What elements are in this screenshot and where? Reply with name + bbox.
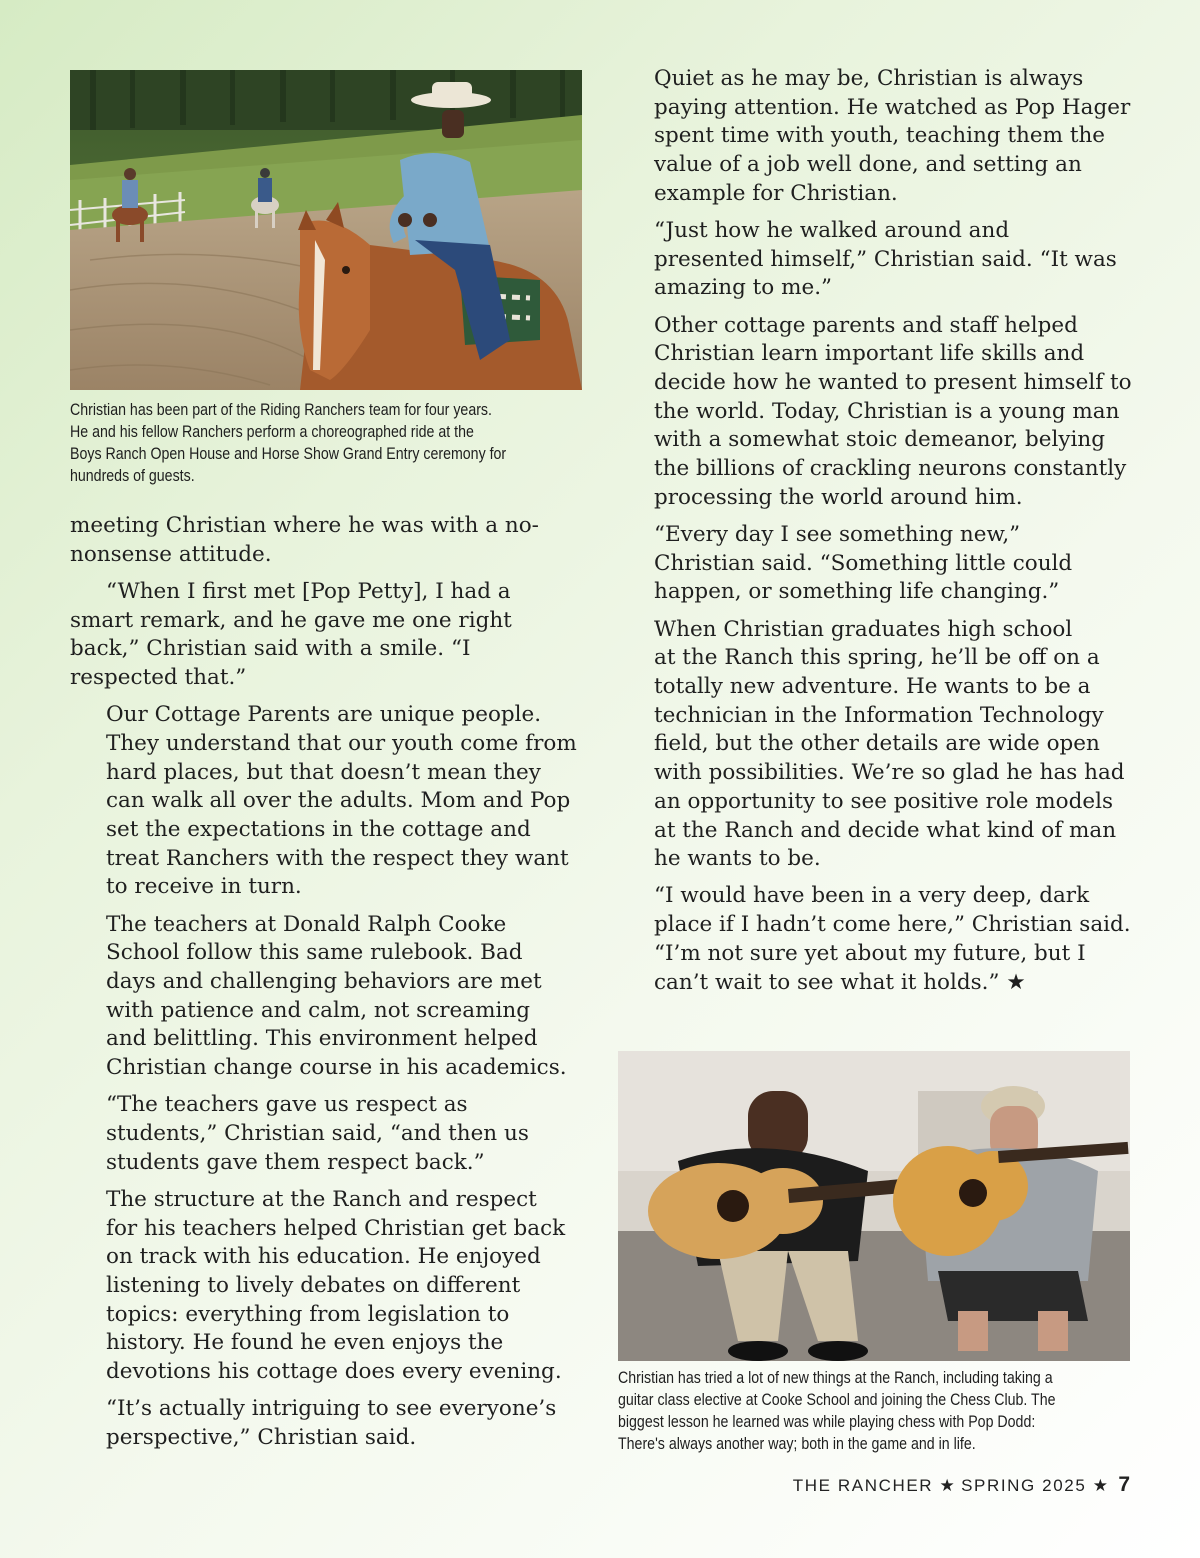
text-line: “When I first met [Pop Petty], I had a — [106, 578, 511, 604]
paragraph — [618, 521, 1138, 607]
caption-line: He and his fellow Ranchers perform a choreographed ride at the — [70, 423, 474, 441]
caption-line: hundreds of guests. — [70, 467, 195, 485]
text-line: The structure at the Ranch and respect — [106, 1186, 537, 1212]
text-line: They understand that our youth come from — [106, 730, 577, 756]
text-line: perspective,” Christian said. — [106, 1425, 417, 1451]
text-line: to receive in turn. — [106, 874, 302, 900]
paragraph — [618, 312, 1138, 513]
text-line: The teachers at Donald Ralph Cooke — [106, 911, 507, 937]
caption-line: Christian has been part of the Riding Ranchers team for four years. — [70, 401, 492, 419]
text-line: back,” Christian said with a smile. “I — [70, 636, 471, 662]
text-line: When Christian graduates high school — [654, 616, 1073, 642]
paragraph — [70, 911, 590, 1083]
text-line: at the Ranch this spring, he’ll be off on a — [654, 645, 1100, 671]
text-line: “I’m not sure yet about my future, but I — [654, 940, 1086, 966]
paragraph — [70, 578, 590, 693]
text-line: School follow this same rulebook. Bad — [106, 940, 523, 966]
text-line: Christian said. “Something little could — [654, 550, 1073, 576]
text-line: paying attention. He watched as Pop Hager — [654, 94, 1131, 120]
article-right-column — [618, 65, 1138, 1006]
text-line: and belittling. This environment helped — [106, 1026, 538, 1052]
text-line: set the expectations in the cottage and — [106, 817, 531, 843]
text-line: hard places, but that doesn’t mean they — [106, 759, 541, 785]
text-line: “Every day I see something new,” — [654, 522, 1021, 548]
text-line: example for Christian. — [654, 180, 898, 206]
text-line: the billions of crackling neurons constantly — [654, 456, 1127, 482]
star-icon: ★ — [1092, 1476, 1108, 1495]
text-line: presented himself,” Christian said. “It was — [654, 246, 1117, 272]
paragraph — [70, 1395, 590, 1452]
text-line: students gave them respect back.” — [106, 1149, 485, 1175]
text-line: treat Ranchers with the respect they want — [106, 845, 569, 871]
text-line: Christian learn important life skills and — [654, 341, 1085, 367]
issue-label: SPRING 2025 — [961, 1476, 1087, 1495]
text-line: processing the world around him. — [654, 484, 1023, 510]
text-line: students,” Christian said, “and then us — [106, 1121, 529, 1147]
text-line: meeting Christian where he was with a no- — [70, 513, 539, 538]
text-line: nonsense attitude. — [70, 541, 272, 567]
text-line: listening to lively debates on different — [106, 1273, 521, 1299]
text-line: with possibilities. We’re so glad he has had — [654, 760, 1125, 786]
text-line: value of a job well done, and setting an — [654, 152, 1082, 178]
text-line: “It’s actually intriguing to see everyone’s — [106, 1396, 557, 1422]
text-line: happen, or something life changing.” — [654, 579, 1060, 605]
text-line: “I would have been in a very deep, dark — [654, 883, 1090, 909]
paragraph — [618, 882, 1138, 997]
text-line: can’t wait to see what it holds.” ★ — [654, 969, 1026, 995]
text-line: technician in the Information Technology — [654, 702, 1104, 728]
text-line: respected that.” — [70, 665, 247, 691]
text-line: amazing to me.” — [654, 275, 833, 301]
text-line: an opportunity to see positive role models — [654, 788, 1113, 814]
star-icon: ★ — [939, 1476, 955, 1495]
page-footer — [793, 1473, 1130, 1497]
text-line: Quiet as he may be, Christian is always — [654, 66, 1084, 91]
paragraph — [618, 217, 1138, 303]
text-line: smart remark, and he gave me one right — [70, 607, 512, 633]
text-line: totally new adventure. He wants to be a — [654, 674, 1091, 700]
text-line: can walk all over the adults. Mom and Pop — [106, 788, 571, 814]
caption-line: biggest lesson he learned was while playing chess with Pop Dodd: — [618, 1413, 1036, 1431]
text-line: field, but the other details are wide open — [654, 731, 1100, 757]
text-line: for his teachers helped Christian get back — [106, 1215, 566, 1241]
text-line: “Just how he walked around and — [654, 218, 1010, 244]
text-line: days and challenging behaviors are met — [106, 969, 542, 995]
text-line: he wants to be. — [654, 846, 821, 872]
photo-riding-ranchers — [70, 70, 582, 390]
text-line: topics: everything from legislation to — [106, 1301, 510, 1327]
photo-guitar-class — [618, 1051, 1130, 1361]
text-line: at the Ranch and decide what kind of man — [654, 817, 1117, 843]
text-line: Christian change course in his academics. — [106, 1055, 567, 1081]
paragraph — [70, 512, 590, 569]
text-line: the world. Today, Christian is a young man — [654, 398, 1120, 424]
paragraph — [618, 65, 1138, 209]
caption-line: Christian has tried a lot of new things at the Ranch, including taking a — [618, 1369, 1053, 1387]
text-line: Other cottage parents and staff helped — [654, 312, 1078, 338]
page-number: 7 — [1118, 1473, 1130, 1496]
text-line: on track with his education. He enjoyed — [106, 1244, 541, 1270]
paragraph — [70, 1091, 590, 1177]
text-line: with patience and calm, not screaming — [106, 997, 530, 1023]
paragraph — [618, 616, 1138, 874]
text-line: decide how he wanted to present himself to — [654, 370, 1132, 396]
text-line: Our Cottage Parents are unique people. — [106, 702, 542, 728]
text-line: spent time with youth, teaching them the — [654, 123, 1106, 149]
text-line: place if I hadn’t come here,” Christian said. — [654, 912, 1131, 938]
text-line: history. He found he even enjoys the — [106, 1330, 504, 1356]
caption-bottom-photo — [618, 1367, 1134, 1455]
paragraph — [70, 1186, 590, 1387]
caption-line: guitar class elective at Cooke School and joining the Chess Club. The — [618, 1391, 1056, 1409]
article-left-column — [70, 512, 590, 1461]
caption-line: There's always another way; both in the game and in life. — [618, 1435, 976, 1453]
text-line: devotions his cottage does every evening. — [106, 1359, 562, 1385]
caption-line: Boys Ranch Open House and Horse Show Grand Entry ceremony for — [70, 445, 507, 463]
publication-name: THE RANCHER — [792, 1476, 934, 1495]
text-line: with a somewhat stoic demeanor, belying — [654, 427, 1106, 453]
paragraph — [70, 701, 590, 902]
caption-top-photo — [70, 399, 586, 487]
text-line: “The teachers gave us respect as — [106, 1092, 468, 1118]
